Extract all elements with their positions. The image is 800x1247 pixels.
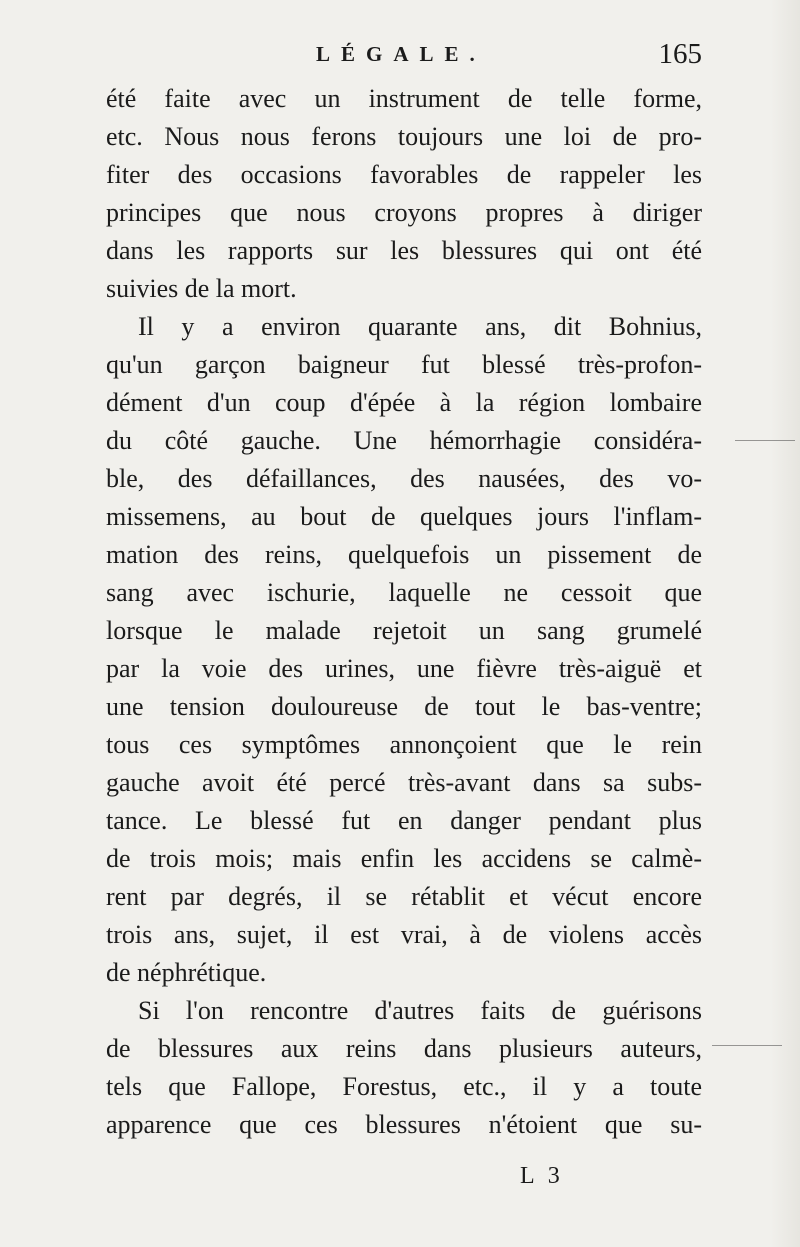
text-line: rent par degrés, il se rétablit et vécut encore xyxy=(106,882,702,911)
text-line: etc. Nous nous ferons toujours une loi de pro- xyxy=(106,122,702,151)
text-line: été faite avec un instrument de telle forme, xyxy=(106,84,702,113)
text-line: tance. Le blessé fut en danger pendant plus xyxy=(106,806,702,835)
text-line: suivies de la mort. xyxy=(106,274,297,303)
text-line: fiter des occasions favorables de rappeler les xyxy=(106,160,702,189)
paragraph-start-line: Il y a environ quarante ans, dit Bohnius, xyxy=(138,312,702,341)
text-line: une tension douloureuse de tout le bas-ventre; xyxy=(106,692,702,721)
body-text xyxy=(106,80,702,1144)
text-line: ble, des défaillances, des nausées, des vo- xyxy=(106,464,702,493)
text-line: par la voie des urines, une fièvre très-aiguë et xyxy=(106,654,702,683)
text-line: trois ans, sujet, il est vrai, à de violens accès xyxy=(106,920,702,949)
text-line: tous ces symptômes annonçoient que le rein xyxy=(106,730,702,759)
text-line: principes que nous croyons propres à diriger xyxy=(106,198,702,227)
text-line: gauche avoit été percé très-avant dans sa subs- xyxy=(106,768,702,797)
text-line: de néphrétique. xyxy=(106,958,267,987)
text-line: de blessures aux reins dans plusieurs auteurs, xyxy=(106,1034,702,1063)
text-line: apparence que ces blessures n'étoient que su- xyxy=(106,1110,702,1139)
text-line: tels que Fallope, Forestus, etc., il y a toute xyxy=(106,1072,702,1101)
margin-mark xyxy=(735,440,795,441)
text-line: sang avec ischurie, laquelle ne cessoit que xyxy=(106,578,702,607)
text-line: de trois mois; mais enfin les accidens se calmè- xyxy=(106,844,702,873)
paragraph-start-line: Si l'on rencontre d'autres faits de guérisons xyxy=(138,996,702,1025)
text-line: dans les rapports sur les blessures qui ont été xyxy=(106,236,702,265)
signature-mark: L 3 xyxy=(520,1163,564,1189)
text-line: dément d'un coup d'épée à la région lombaire xyxy=(106,388,702,417)
text-line: lorsque le malade rejetoit un sang grumelé xyxy=(106,616,702,645)
margin-mark xyxy=(712,1045,782,1046)
text-line: du côté gauche. Une hémorrhagie considéra- xyxy=(106,426,702,455)
running-head: LÉGALE. xyxy=(316,42,486,66)
text-line: mation des reins, quelquefois un pissement de xyxy=(106,540,702,569)
page-number: 165 xyxy=(658,38,702,70)
text-line: qu'un garçon baigneur fut blessé très-profon- xyxy=(106,350,702,379)
text-line: missemens, au bout de quelques jours l'inflam- xyxy=(106,502,702,531)
